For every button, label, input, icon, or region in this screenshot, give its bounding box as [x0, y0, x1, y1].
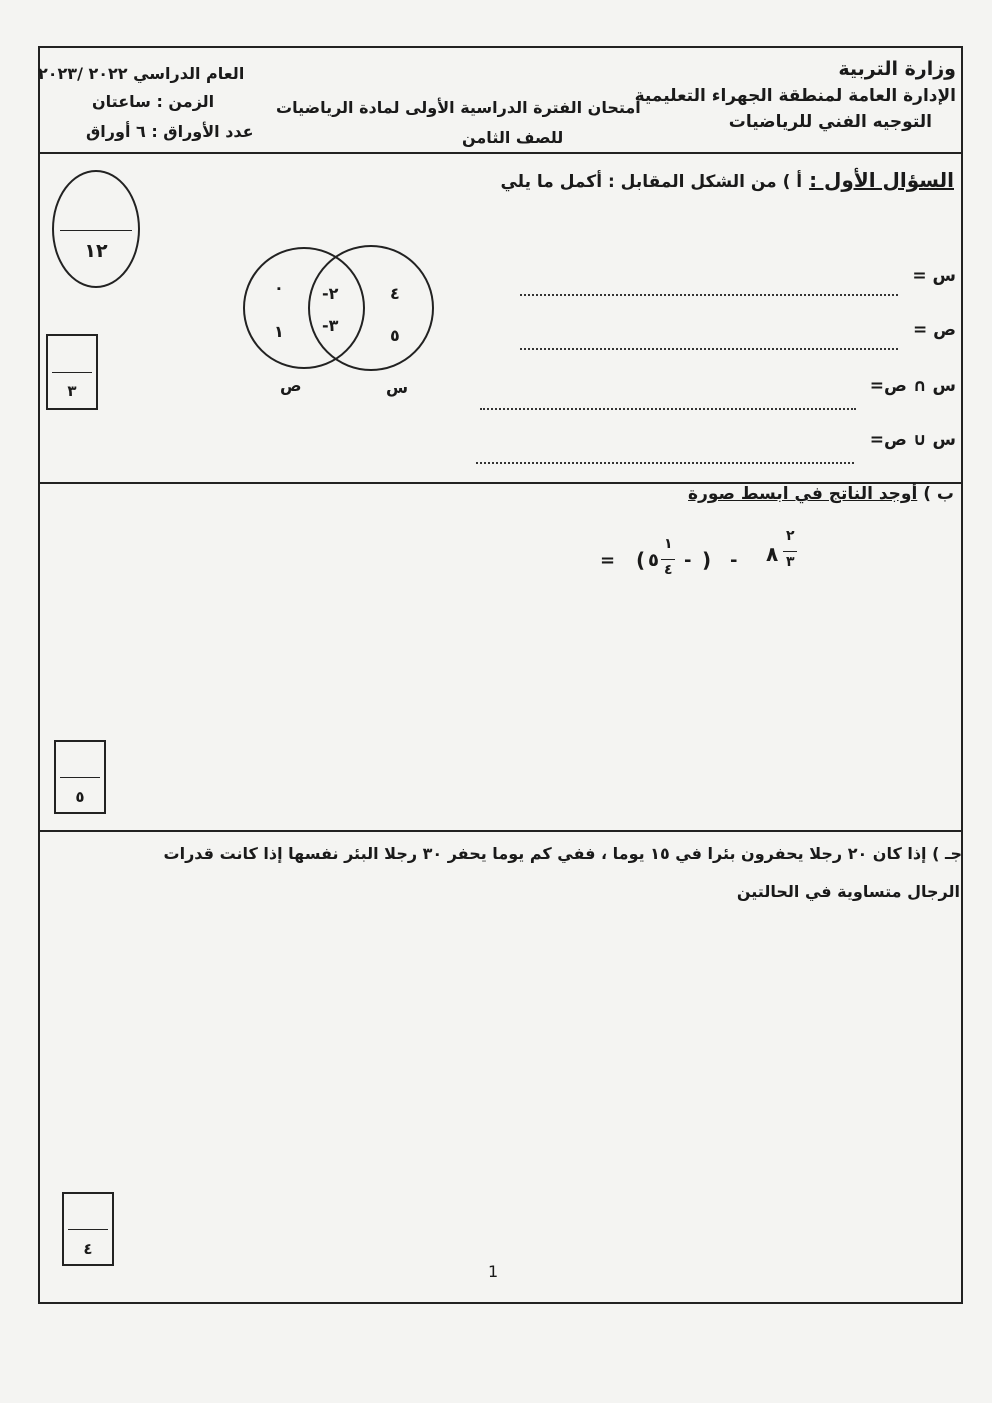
expr-close-paren: ) — [702, 548, 712, 572]
part-a-score-divider — [52, 372, 92, 373]
part-c-line-1 — [164, 844, 963, 863]
item-set-p: ص = — [912, 320, 956, 340]
venn-right-circle — [309, 246, 433, 370]
question-1-title: السؤال الأول : — [809, 168, 954, 192]
venn-diagram — [230, 240, 450, 410]
expr-equals: = — [600, 550, 616, 571]
venn-right-set-label: س — [386, 378, 409, 397]
answer-line-set-s[interactable] — [520, 294, 898, 296]
item-union: س ∪ ص= — [869, 430, 956, 450]
expr-open-paren: ( — [636, 548, 646, 572]
expr-den-2: ٤ — [664, 562, 673, 578]
school-year: العام الدراسي ٢٠٢٢ /٢٠٢٣ — [38, 64, 245, 83]
venn-right-only-2: ٥ — [390, 326, 400, 345]
part-a-score-box — [46, 334, 98, 410]
expr-negative-sign: - — [684, 550, 692, 571]
part-c-score-divider — [68, 1229, 108, 1230]
directorate-name: الإدارة العامة لمنطقة الجهراء التعليمية — [634, 86, 956, 106]
venn-right-only-1: ٤ — [390, 284, 400, 303]
part-b-score-value: ٥ — [75, 788, 85, 806]
ministry-name: وزارة التربية — [838, 58, 956, 80]
page-number: 1 — [488, 1262, 499, 1281]
item-intersection: س ∩ ص= — [869, 376, 956, 396]
venn-intersection-1: -٢ — [322, 284, 339, 303]
part-c-text-1: إذا كان ٢٠ رجلا يحفرون بئرا في ١٥ يوما ، ففي كم يوما يحفر ٣٠ رجلا البئر نفسها إذا كانت قدرات — [163, 844, 927, 863]
page-frame — [38, 46, 963, 1304]
expr-whole-2: ٥ — [648, 550, 659, 571]
exam-title: امتحان الفترة الدراسية الأولى لمادة الرياضيات — [276, 98, 641, 117]
expr-whole-1: ٨ — [766, 542, 779, 566]
question-1-heading — [500, 168, 954, 192]
expr-minus: - — [730, 550, 738, 571]
part-c-score-box — [62, 1192, 114, 1266]
expr-num-1: ٢ — [786, 528, 795, 544]
venn-intersection-2: -٣ — [322, 316, 339, 335]
answer-line-set-p[interactable] — [520, 348, 898, 350]
part-b-heading — [688, 484, 954, 504]
supervision-name: التوجيه الفني للرياضيات — [728, 112, 932, 132]
total-score-value: ١٢ — [84, 240, 108, 262]
item-set-s: س = — [912, 266, 956, 286]
total-score-divider — [60, 230, 132, 231]
part-c-text-2: الرجال متساوية في الحالتين — [736, 882, 960, 901]
expr-frac-bar-1 — [783, 551, 797, 552]
header-divider — [38, 152, 963, 154]
part-a-score-value: ٣ — [67, 382, 77, 400]
part-b-score-box — [54, 740, 106, 814]
venn-left-circle — [244, 248, 364, 368]
part-b-score-divider — [60, 777, 100, 778]
part-b-instruction: أوجد الناتج في ابسط صورة — [688, 484, 918, 504]
total-score-circle — [52, 170, 140, 288]
part-c-label: جـ ) — [932, 844, 962, 863]
part-c-score-value: ٤ — [83, 1240, 93, 1258]
answer-line-union[interactable] — [476, 462, 854, 464]
part-b-expression — [598, 528, 808, 584]
venn-left-set-label: ص — [280, 376, 302, 395]
part-b-label: ب ) — [923, 484, 954, 504]
venn-left-only-2: ١ — [274, 322, 284, 341]
exam-time: الزمن : ساعتان — [92, 92, 215, 111]
answer-line-intersection[interactable] — [480, 408, 856, 410]
part-b-divider — [38, 830, 963, 832]
expr-num-2: ١ — [664, 536, 673, 552]
page-count: عدد الأوراق : ٦ أوراق — [86, 122, 254, 141]
part-a-label: أ ) من الشكل المقابل : أكمل ما يلي — [500, 172, 803, 192]
venn-left-only-1: ٠ — [274, 278, 284, 297]
expr-den-1: ٣ — [786, 554, 795, 570]
grade-label: للصف الثامن — [462, 128, 564, 147]
expr-frac-bar-2 — [661, 559, 675, 560]
